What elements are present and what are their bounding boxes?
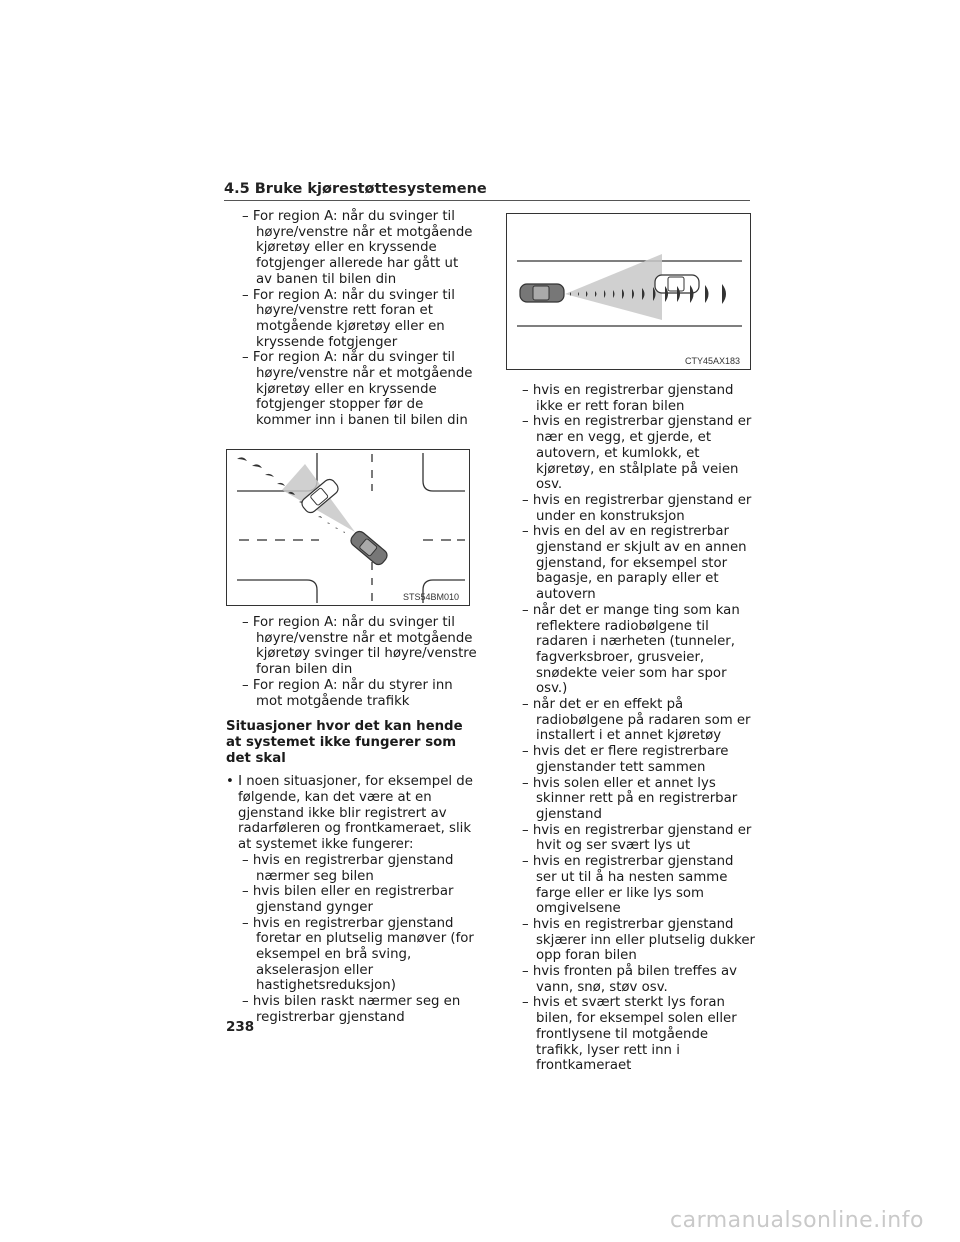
list-item: – hvis en registrerbar gjenstand nærmer seg bilen [242, 852, 454, 884]
following-figure [506, 213, 751, 370]
figure-code: STS54BM010 [402, 592, 459, 602]
section-title: 4.5 Bruke kjørestøttesystemene [224, 181, 487, 197]
list-item: – hvis solen eller et annet lys skinner rett på en registrerbar gjenstand [522, 775, 738, 822]
left-column-bottom [226, 615, 478, 1026]
bullet-item: • I noen situasjoner, for eksempel de følgende, kan det være at en gjenstand ikke blir registrert av radarføleren og frontkameraet, slik at systemet ikke fungerer: [226, 774, 473, 853]
list-item: – hvis fronten på bilen treffes av vann, snø, støv osv. [522, 964, 738, 995]
section-header [224, 178, 750, 201]
watermark-text: carmanualsonline.info [670, 1208, 924, 1233]
list-item: – hvis et svært sterkt lys foran bilen, for eksempel solen eller frontlysene til motgående trafikk, lyser rett inn i frontkameraet [522, 995, 737, 1074]
list-item: – hvis en del av en registrerbar gjenstand er skjult av en annen gjenstand, for eksempel stor bagasje, en paraply eller et autovern [522, 524, 747, 603]
list-item: – hvis bilen eller en registrerbar gjenstand gynger [242, 884, 454, 915]
list-item: – hvis en registrerbar gjenstand er nær en vegg, et gjerde, et autovern, et kumlokk, et kjøretøy, en stålplate på veien osv. [522, 414, 752, 493]
list-item: – hvis en registrerbar gjenstand skjærer inn eller plutselig dukker opp foran bilen [522, 916, 756, 964]
intersection-figure [226, 449, 470, 606]
page-number: 238 [226, 1019, 255, 1035]
intersection-illustration [227, 450, 469, 605]
list-item: – hvis det er flere registrerbare gjenstander tett sammen [522, 744, 729, 775]
section-heading: Situasjoner hvor det kan hende at systemet ikke fungerer som det skal [226, 719, 463, 766]
list-item: – hvis en registrerbar gjenstand er under en konstruksjon [522, 492, 752, 524]
list-item: – For region A: når du svinger til høyre/venstre når et motgående kjøretøy eller en kryssende fotgjenger stopper før de kommer inn i banen til bilen din [242, 350, 473, 429]
list-item: – For region A: når du svinger til høyre/venstre når et motgående kjøretøy svinger til høyre/venstre foran bilen din [242, 615, 477, 678]
list-item: – når det er en effekt på radiobølgene på radaren som er installert i et annet kjøretøy [522, 697, 751, 744]
list-item: – hvis bilen raskt nærmer seg en registrerbar gjenstand [242, 994, 461, 1025]
list-item: – hvis en registrerbar gjenstand er hvit og ser svært lys ut [522, 822, 752, 854]
list-item: – For region A: når du styrer inn mot motgående trafikk [242, 677, 453, 709]
following-illustration [507, 214, 750, 369]
right-column [506, 383, 758, 1074]
list-item: – For region A: når du svinger til høyre/venstre rett foran et motgående kjøretøy eller en kryssende fotgjenger [242, 287, 455, 350]
list-item: – hvis en registrerbar gjenstand foretar en plutselig manøver (for eksempel en brå sving, akselerasjon eller hastighetsreduksjon) [242, 915, 474, 994]
figure-code: CTY45AX183 [684, 356, 740, 366]
list-item: – hvis en registrerbar gjenstand ikke er rett foran bilen [522, 383, 734, 414]
list-item: – hvis en registrerbar gjenstand ser ut til å ha nesten samme farge eller er like lys som omgivelsene [522, 854, 734, 917]
list-item: – For region A: når du svinger til høyre/venstre når et motgående kjøretøy eller en kryssende fotgjenger allerede har gått ut av banen til bilen din [242, 209, 473, 287]
list-item: – når det er mange ting som kan reflektere radiobølgene til radaren i nærheten (tunneler, fagverksbroer, grusveier, snødekte veier som har spor osv.) [522, 602, 740, 697]
left-column-top [226, 209, 478, 429]
